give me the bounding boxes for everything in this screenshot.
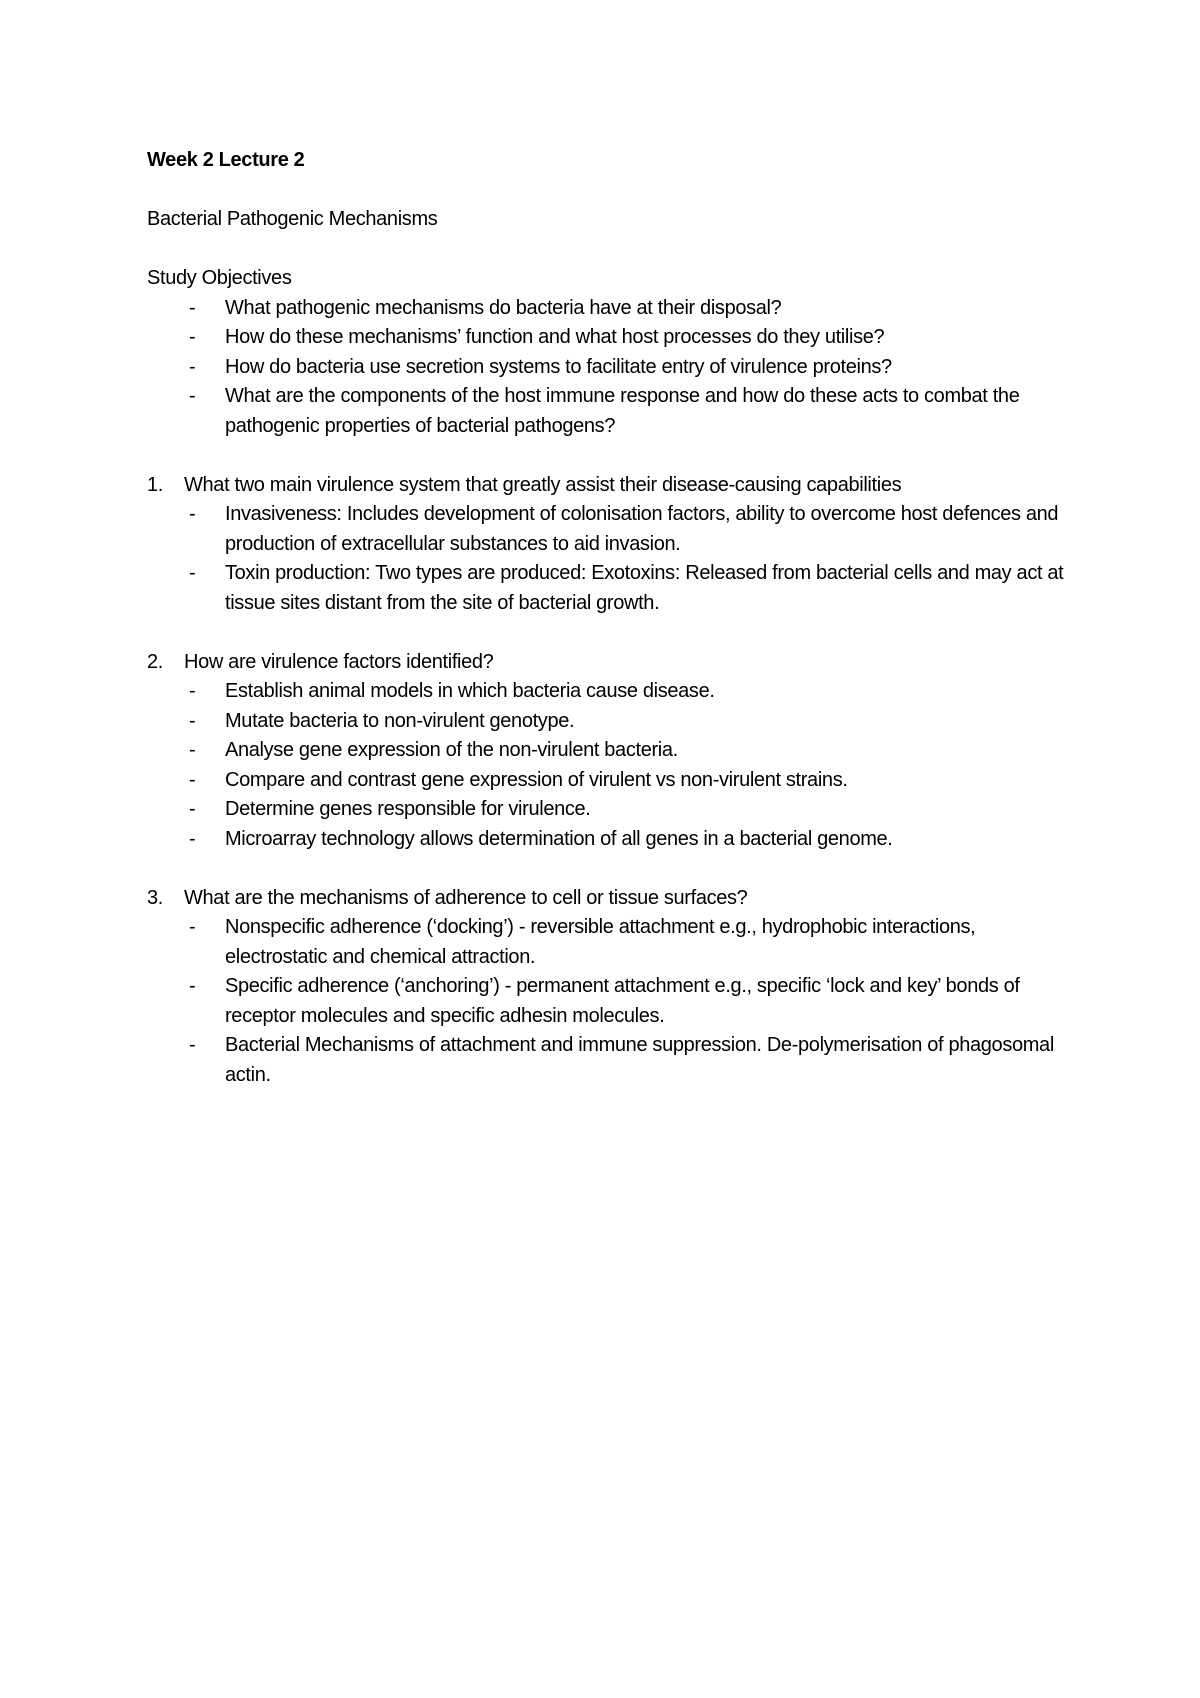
study-objective-item: - What pathogenic mechanisms do bacteria have at their disposal? xyxy=(147,294,1077,324)
question-number: 3. xyxy=(147,886,163,909)
document-body xyxy=(147,146,1077,1090)
study-objective-item: - How do bacteria use secretion systems to facilitate entry of virulence proteins? xyxy=(147,353,1077,383)
study-objective-item: - How do these mechanisms’ function and what host processes do they utilise? xyxy=(147,323,1077,353)
study-objectives-list xyxy=(147,294,1077,442)
answer-item: - Mutate bacteria to non-virulent genotype. xyxy=(147,707,1077,737)
document-subtitle: Bacterial Pathogenic Mechanisms xyxy=(147,208,438,230)
document-title: Week 2 Lecture 2 xyxy=(147,149,305,171)
question-3-answers xyxy=(147,913,1077,1090)
answer-item: - Compare and contrast gene expression of virulent vs non-virulent strains. xyxy=(147,766,1077,796)
answer-item: - Invasiveness: Includes development of colonisation factors, ability to overcome host defences and production of extracellular substances to aid invasion. xyxy=(147,500,1077,559)
question-1 xyxy=(147,471,1077,501)
question-number: 2. xyxy=(147,650,163,673)
study-objective-item: - What are the components of the host immune response and how do these acts to combat the pathogenic properties of bacterial pathogens? xyxy=(147,382,1077,441)
answer-item: - Nonspecific adherence (‘docking’) - reversible attachment e.g., hydrophobic interactions, electrostatic and chemical attraction. xyxy=(147,913,1077,972)
answer-item: - Toxin production: Two types are produced: Exotoxins: Released from bacterial cells and may act at tissue sites distant from the site of bacterial growth. xyxy=(147,559,1077,618)
answer-item: - Analyse gene expression of the non-virulent bacteria. xyxy=(147,736,1077,766)
question-number: 1. xyxy=(147,473,163,496)
question-text: How are virulence factors identified? xyxy=(184,650,494,673)
answer-item: - Establish animal models in which bacteria cause disease. xyxy=(147,677,1077,707)
answer-item: - Determine genes responsible for virulence. xyxy=(147,795,1077,825)
question-3 xyxy=(147,884,1077,914)
question-text: What are the mechanisms of adherence to cell or tissue surfaces? xyxy=(184,886,748,909)
study-objectives-heading: Study Objectives xyxy=(147,267,292,289)
answer-item: - Specific adherence (‘anchoring’) - permanent attachment e.g., specific ‘lock and key’ bonds of receptor molecules and specific adhesin molecules. xyxy=(147,972,1077,1031)
answer-item: - Bacterial Mechanisms of attachment and immune suppression. De-polymerisation of phagosomal actin. xyxy=(147,1031,1077,1090)
question-1-answers xyxy=(147,500,1077,618)
answer-item: - Microarray technology allows determination of all genes in a bacterial genome. xyxy=(147,825,1077,855)
question-2 xyxy=(147,648,1077,678)
question-2-answers xyxy=(147,677,1077,854)
question-text: What two main virulence system that greatly assist their disease-causing capabilities xyxy=(184,473,902,496)
